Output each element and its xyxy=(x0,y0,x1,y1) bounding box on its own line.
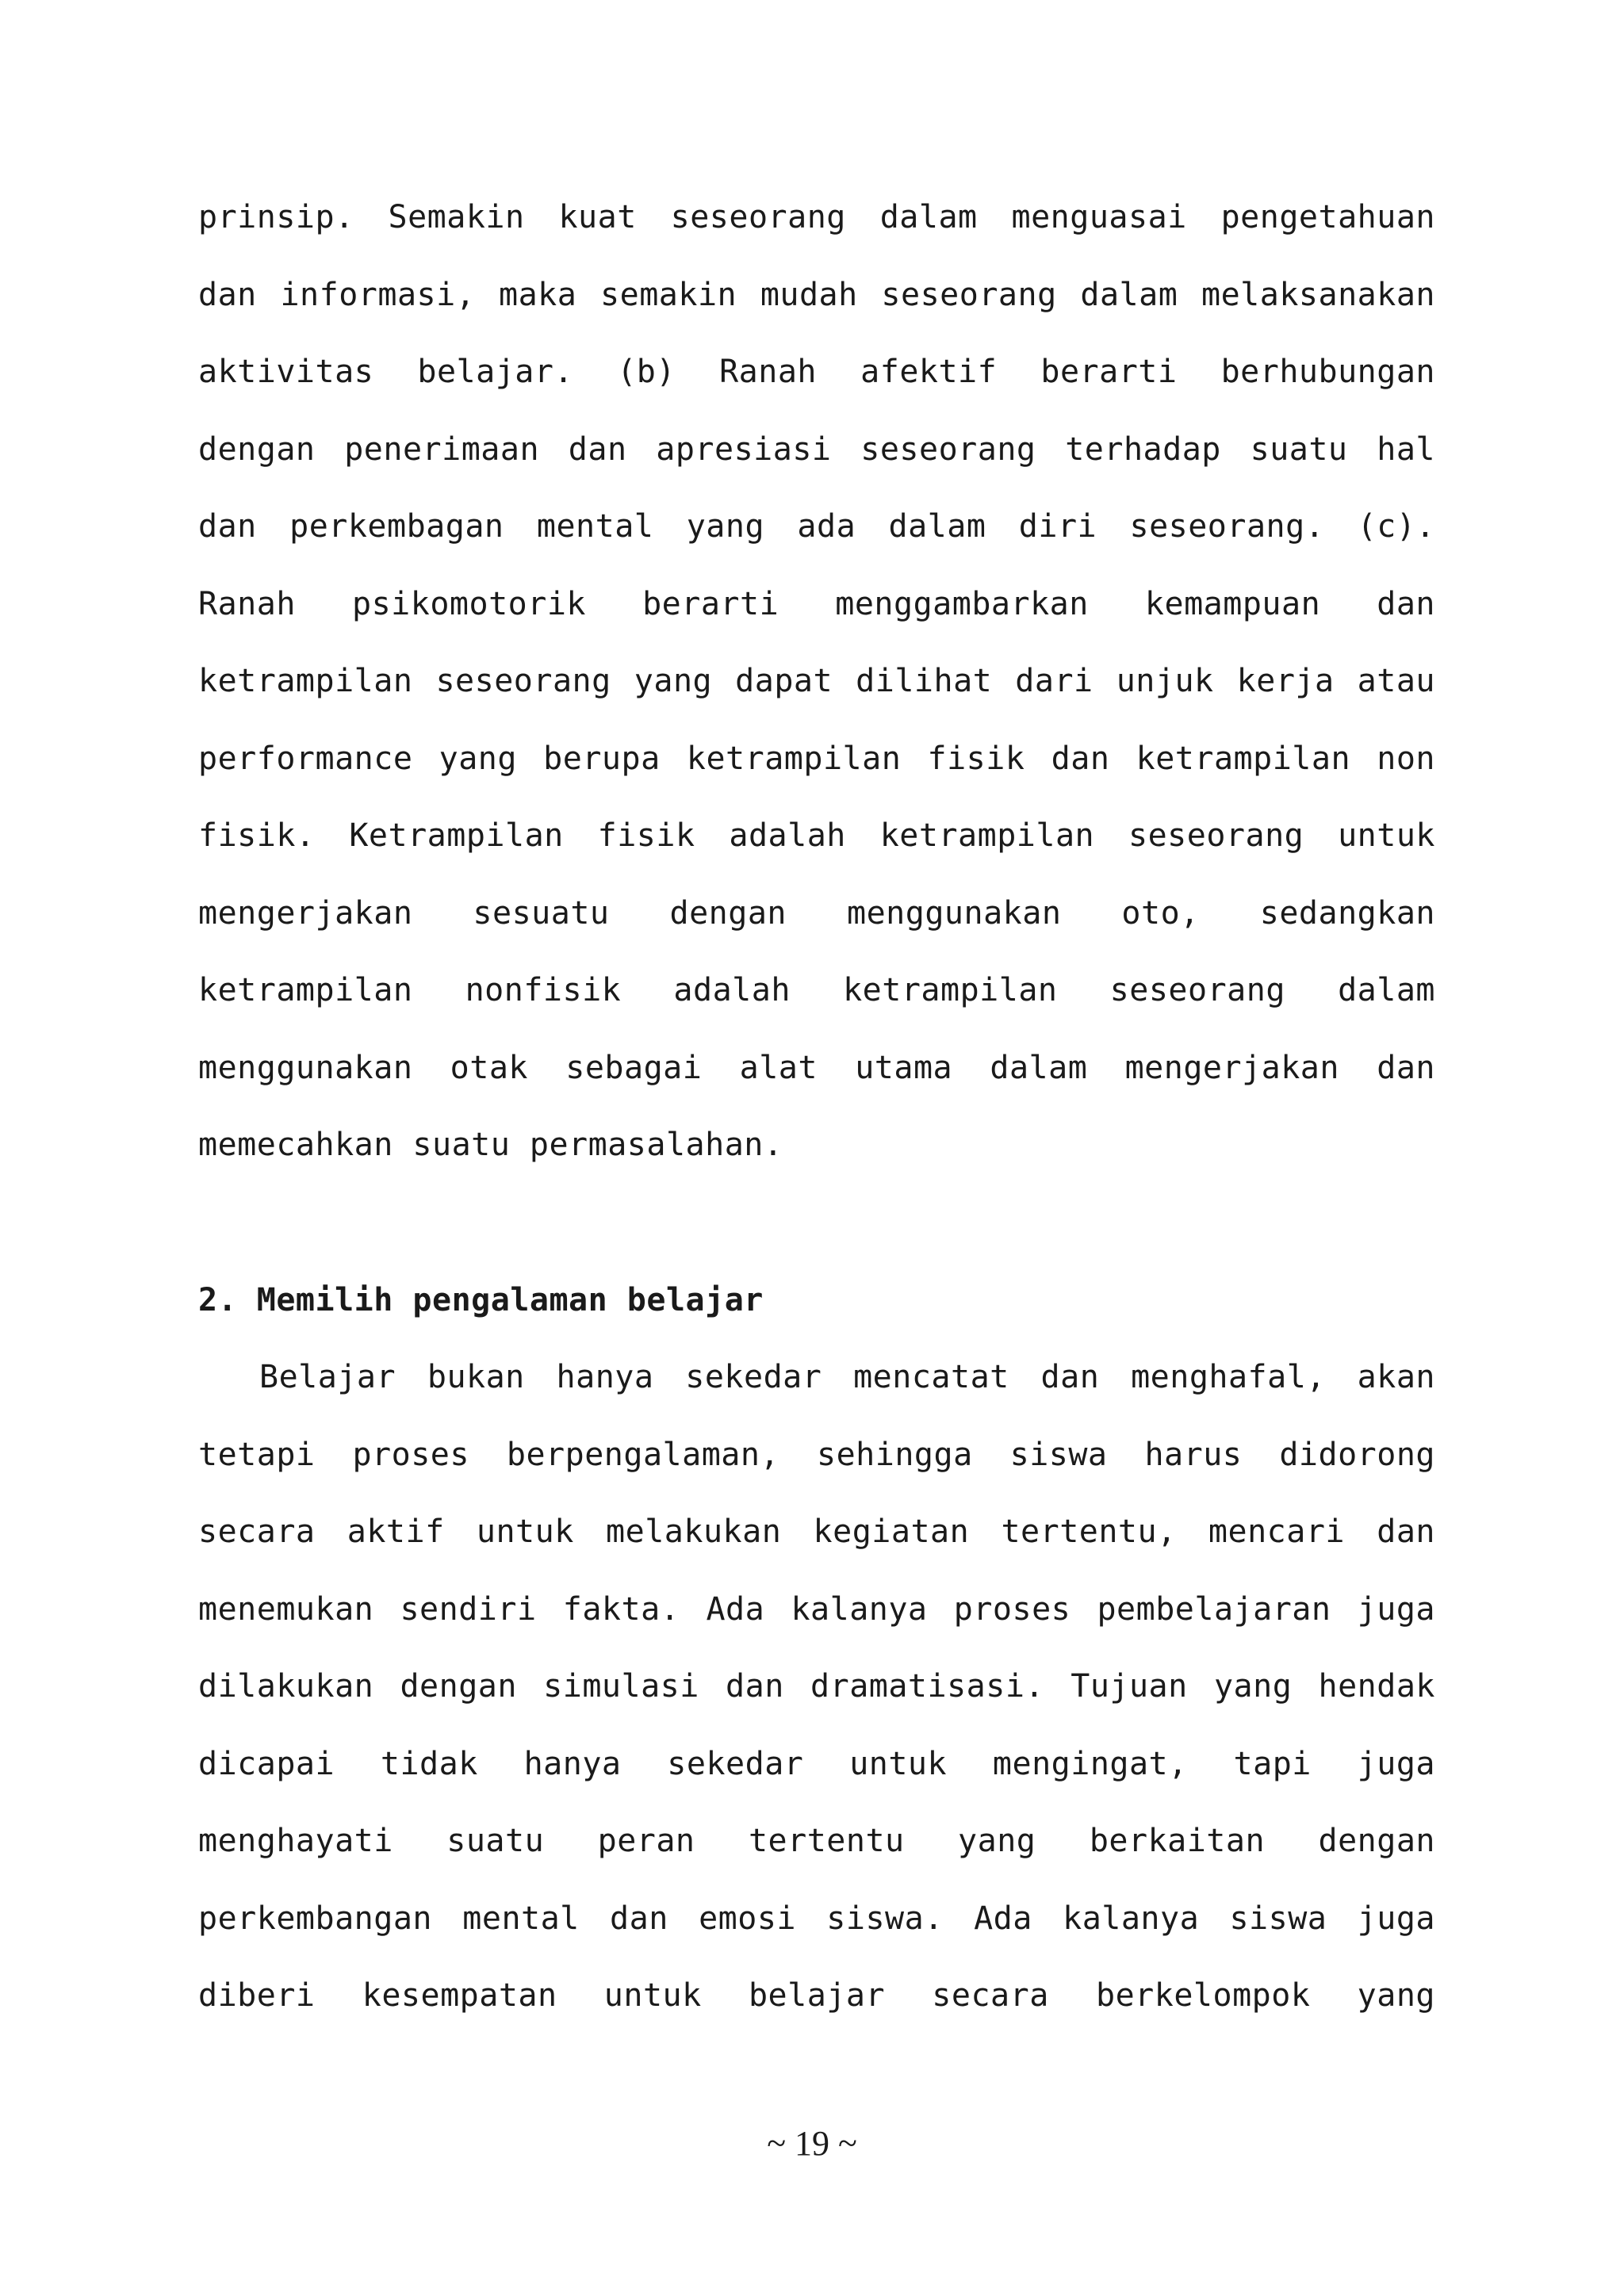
text-line: memecahkan suatu permasalahan. xyxy=(198,1127,783,1163)
paragraph-pengalaman-belajar xyxy=(198,1339,1435,2035)
text-line: diberi kesempatan untuk belajar secara berkelompok yang xyxy=(198,1977,1435,2014)
text-line: tetapi proses berpengalaman, sehingga siswa harus didorong xyxy=(198,1436,1435,1473)
text-line: perkembangan mental dan emosi siswa. Ada kalanya siswa juga xyxy=(198,1900,1435,1937)
text-line: fisik. Ketrampilan fisik adalah ketrampilan seseorang untuk xyxy=(198,817,1435,854)
text-line: dan perkembagan mental yang ada dalam diri seseorang. (c). xyxy=(198,508,1435,545)
text-line: secara aktif untuk melakukan kegiatan tertentu, mencari dan xyxy=(198,1513,1435,1550)
text-line: menggunakan otak sebagai alat utama dalam mengerjakan dan xyxy=(198,1049,1435,1086)
text-line: ketrampilan seseorang yang dapat dilihat dari unjuk kerja atau xyxy=(198,663,1435,699)
page-body xyxy=(198,179,1435,2035)
text-line: dengan penerimaan dan apresiasi seseorang terhadap suatu hal xyxy=(198,430,1435,468)
text-line: performance yang berupa ketrampilan fisik dan ketrampilan non xyxy=(198,740,1435,777)
text-line: dicapai tidak hanya sekedar untuk mengingat, tapi juga xyxy=(198,1745,1435,1782)
page-number: ~ 19 ~ xyxy=(767,2124,857,2163)
text-line: mengerjakan sesuatu dengan menggunakan oto, sedangkan xyxy=(198,894,1435,932)
text-line: dilakukan dengan simulasi dan dramatisasi. Tujuan yang hendak xyxy=(198,1668,1435,1705)
section-heading: 2. Memilih pengalaman belajar xyxy=(198,1281,764,1318)
text-line: dan informasi, maka semakin mudah seseorang dalam melaksanakan xyxy=(198,276,1435,313)
text-line: aktivitas belajar. (b) Ranah afektif berarti berhubungan xyxy=(198,354,1435,390)
text-line: menemukan sendiri fakta. Ada kalanya proses pembelajaran juga xyxy=(198,1590,1435,1628)
text-line: prinsip. Semakin kuat seseorang dalam menguasai pengetahuan xyxy=(198,199,1435,235)
text-line: Belajar bukan hanya sekedar mencatat dan menghafal, akan xyxy=(259,1359,1435,1395)
paragraph-ranah xyxy=(198,179,1435,1184)
section-spacer xyxy=(198,1184,1435,1262)
text-line: Ranah psikomotorik berarti menggambarkan kemampuan dan xyxy=(198,585,1435,622)
text-line: ketrampilan nonfisik adalah ketrampilan seseorang dalam xyxy=(198,972,1435,1008)
text-line: menghayati suatu peran tertentu yang berkaitan dengan xyxy=(198,1823,1435,1859)
